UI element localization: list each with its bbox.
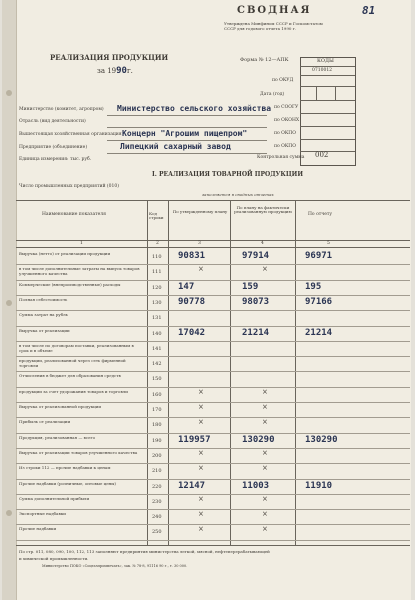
header-report: По отчету [308,212,333,217]
enterprise-count-label: Число промышленных предприятий (010) [19,184,119,189]
cell-plan: × [198,510,204,518]
binding-strip [2,0,17,600]
soogu-label: по СООГУ [274,105,299,110]
column-number-1: 1 [80,241,83,246]
ministry-label: Министерство (комитет, агропром) [19,107,104,112]
column-number-2: 2 [156,241,159,246]
row-label: Выручка (нетто) от реализации продукции [19,252,111,256]
cell-plan: 147 [178,282,195,292]
concern-label: Вышестоящая хозяйственная организация [19,132,122,137]
cell-actual: × [262,388,268,396]
row-label: Прочие надбавки (розничные, оптовые цены) [19,482,116,486]
row-code: 190 [152,438,162,444]
form-year [97,66,133,76]
okonh-label: по ОКОНХ [274,118,300,123]
column-number-3: 3 [198,241,201,246]
cell-actual: × [262,525,268,533]
branch-label: Отрасль (вид деятельности) [19,119,86,124]
row-code: 210 [152,468,162,474]
control-sum-value: 002 [315,151,329,159]
row-label: Выручка от реализованной продукции [19,405,102,409]
year-tail: г. [126,67,133,75]
cell-actual: × [262,464,268,472]
row-label: Выручка от реализации [19,329,70,333]
cell-report: 96971 [305,251,333,261]
row-label: Отчисления в бюджет для образования средств [19,374,121,378]
footnote-line-3: Министерство ПОКО «Соцгазпромпечать», зак. № 78-8, 91116 90 г., т. 30 000. [42,564,188,568]
row-code: 140 [152,331,162,337]
cell-actual: × [262,265,268,273]
cell-report: 21214 [305,328,333,338]
cell-plan: × [198,525,204,533]
section-title: I. РЕАЛИЗАЦИЯ ТОВАРНОЙ ПРОДУКЦИИ [152,171,304,178]
cell-plan: × [198,449,204,457]
approval-line-1: Утверждена Минфином СССР и Госкомстатом [224,21,323,26]
row-label: в том числе по договорам поставки, реализованным в срок и в объеме [19,344,134,353]
binding-hole [6,300,12,306]
footnote-line-2: и химической промышленности. [19,556,89,561]
row-code: 141 [152,346,162,352]
cell-report: 195 [305,282,322,292]
approval-line-2: СССР для годового отчета 1990 г. [224,26,297,31]
row-label: Из строки 112 — прочие надбавки к ценам [19,466,111,470]
row-label: продукции за счет удорожания товаров и торговли [19,390,128,394]
row-label: Прибыль от реализации [19,420,71,424]
codes-header: КОДЫ [317,58,334,64]
enterprise-value: Липецкий сахарный завод [120,142,231,151]
row-code: 230 [152,499,162,505]
row-label: Продукция, реализованная — всего [19,436,95,440]
cell-report: 97166 [305,297,333,307]
footnote-line-1: По стр. 011, 080, 090, 100, 112, 113 заполняют предприятия министерства легкой, мясной, нефтеперерабатывающей [19,549,270,554]
row-label: Сумма затрат на рубль [19,313,68,317]
row-code: 160 [152,392,162,398]
doc-title: СВОДНАЯ [237,5,312,16]
row-code: 142 [152,361,162,367]
cell-actual: 130290 [242,435,275,445]
ministry-value: Министерство сельского хозяйства [117,104,272,113]
section-subtitle: заполняется в сводных отчетах [202,192,274,197]
cell-plan: × [198,418,204,426]
corner-mark: 81 [362,4,376,17]
form-number: Форма № 12—АПК [240,57,289,63]
cell-plan: × [198,388,204,396]
row-code: 130 [152,300,162,306]
unit-label: Единица измерения: тыс. руб. [19,157,92,162]
cell-plan: 90831 [178,251,206,261]
row-code: 240 [152,514,162,520]
form-title: РЕАЛИЗАЦИЯ ПРОДУКЦИИ [50,53,169,62]
cell-report: 11910 [305,481,333,491]
header-code: Код строки [149,211,164,220]
cell-plan: 119957 [178,435,211,445]
row-code: 200 [152,453,162,459]
row-label: Экспортные надбавки [19,512,66,516]
cell-plan: 12147 [178,481,206,491]
row-label: в том числе дополнительные затраты на выпуск товаров улучшенного качества [19,267,140,276]
cell-actual: × [262,449,268,457]
row-code: 131 [152,315,162,321]
enterprise-label: Предприятие (объединение) [19,145,88,150]
binding-hole [6,510,12,516]
year-prefix: за 19 [97,67,117,75]
cell-plan: 17042 [178,328,206,338]
cell-actual: 98073 [242,297,270,307]
cell-actual: × [262,403,268,411]
header-name: Наименование показателя [42,212,106,217]
cell-actual: 21214 [242,328,270,338]
cell-plan: × [198,464,204,472]
cell-plan: 90778 [178,297,206,307]
cell-plan: × [198,495,204,503]
row-label: продукции, реализованной через сеть фирменной торговли [19,359,126,368]
okud-label: по ОКУД [272,78,294,83]
cell-actual: × [262,510,268,518]
row-code: 150 [152,376,162,382]
okpo-label-2: по ОКПО [274,144,296,149]
year-suffix: 90 [116,66,127,76]
binding-hole [6,90,12,96]
header-plan: По утвержденному плану [172,209,228,214]
header-actual: По плану на фактически реализованную продукцию [234,205,292,214]
row-code: 180 [152,422,162,428]
cell-plan: × [198,265,204,273]
row-label: Полная себестоимость [19,298,68,302]
row-label: Выручка от реализации товаров улучшенного качества [19,451,138,455]
column-number-4: 4 [261,241,264,246]
column-number-5: 5 [327,241,330,246]
row-code: 250 [152,529,162,535]
cell-actual: × [262,495,268,503]
row-code: 170 [152,407,162,413]
row-code: 110 [152,254,162,260]
concern-value: Концерн "Агрошим пищепром" [122,129,248,138]
cell-plan: × [198,403,204,411]
row-label: Сумма дополнительной прибыли [19,497,90,501]
form-code: 0710012 [312,68,333,73]
row-code: 220 [152,484,162,490]
cell-report: 130290 [305,435,338,445]
cell-actual: 11003 [242,481,270,491]
document-page [2,0,411,600]
date-label: Дата (год) [260,92,285,97]
cell-actual: 159 [242,282,259,292]
control-sum-label: Контрольная сумма [257,155,305,160]
row-code: 111 [152,269,162,275]
cell-actual: 97914 [242,251,270,261]
okpo-label-1: по ОКПО [274,131,296,136]
cell-actual: × [262,418,268,426]
row-code: 120 [152,285,162,291]
row-label: Коммерческие (внепроизводственные) расходы [19,283,121,287]
row-label: Прочие надбавки [19,527,57,531]
